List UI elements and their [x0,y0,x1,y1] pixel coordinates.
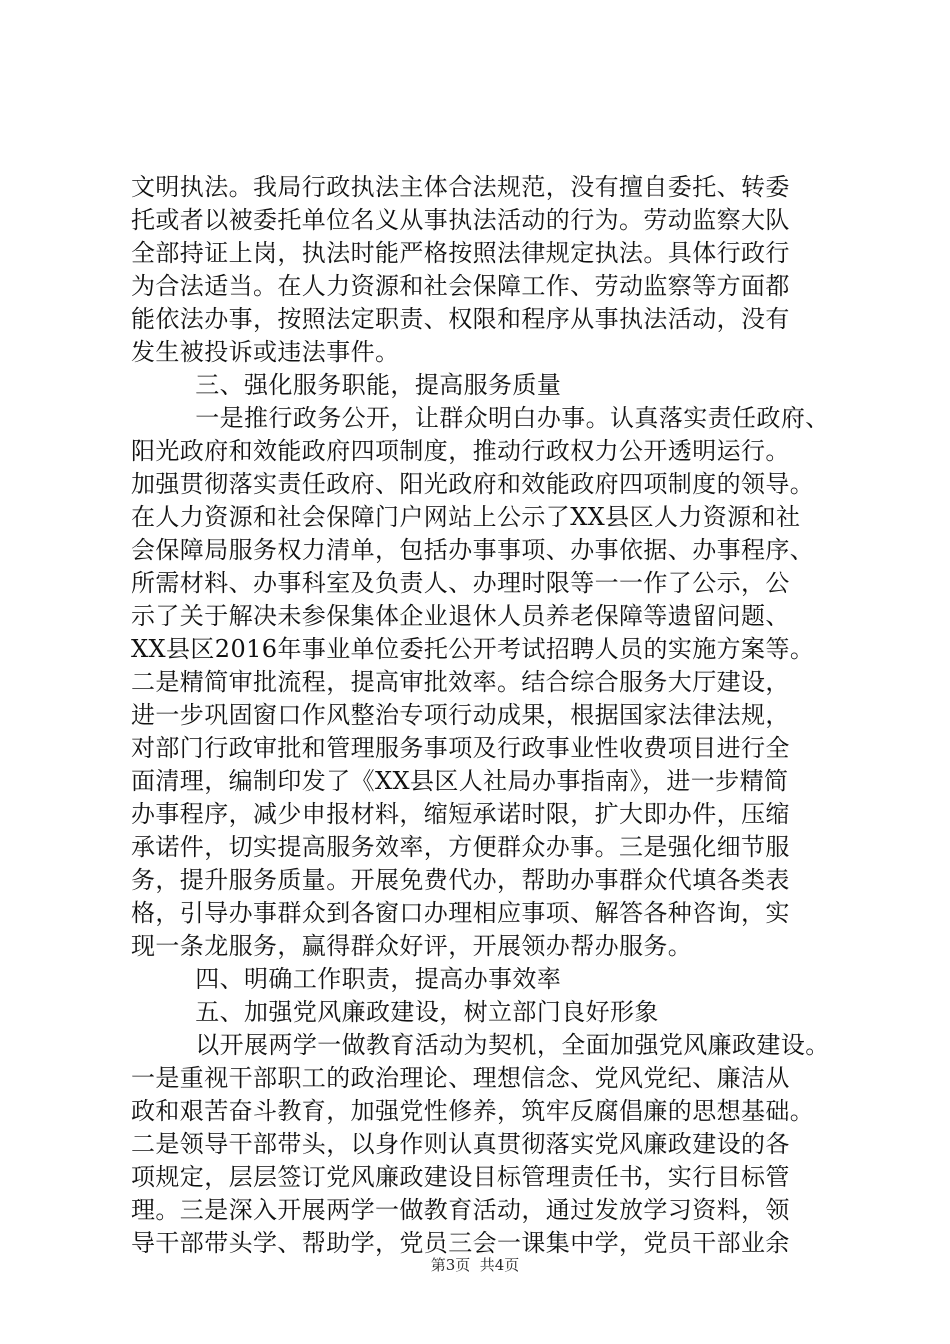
text-line: 对部门行政审批和管理服务事项及行政事业性收费项目进行全 [131,734,790,762]
text-line: 进一步巩固窗口作风整治专项行动成果，根据国家法律法规， [131,701,790,729]
section-heading: 五、加强党风廉政建设，树立部门良好形象 [131,998,659,1026]
text-line: 一是推行政务公开，让群众明白办事。认真落实责任政府、 [131,404,830,432]
section-heading: 三、强化服务职能，提高服务质量 [131,371,562,399]
text-line: 文明执法。我局行政执法主体合法规范，没有擅自委托、转委 [131,173,790,201]
text-line: 以开展两学一做教育活动为契机，全面加强党风廉政建设。 [131,1031,830,1059]
text-line: 现一条龙服务，赢得群众好评，开展领办帮办服务。 [131,932,693,960]
text-line: 能依法办事，按照法定职责、权限和程序从事执法活动，没有 [131,305,790,333]
text-line: 面清理，编制印发了《XX县区人社局办事指南》，进一步精简 [131,767,789,795]
text-line: 务，提升服务质量。开展免费代办，帮助办事群众代填各类表 [131,866,790,894]
text-line: 一是重视干部职工的政治理论、理想信念、党风党纪、廉洁从 [131,1064,790,1092]
text-line: 所需材料、办事科室及负责人、办理时限等一一作了公示，公 [131,569,790,597]
text-line: 加强贯彻落实责任政府、阳光政府和效能政府四项制度的领导。 [131,470,815,498]
text-line: 全部持证上岗，执法时能严格按照法律规定执法。具体行政行 [131,239,790,267]
text-line: 承诺件，切实提高服务效率，方便群众办事。三是强化细节服 [131,833,790,861]
text-line: 示了关于解决未参保集体企业退休人员养老保障等遗留问题、 [131,602,790,630]
document-body [131,171,831,1260]
text-line: 托或者以被委托单位名义从事执法活动的行为。劳动监察大队 [131,206,790,234]
text-line: 政和艰苦奋斗教育，加强党性修养，筑牢反腐倡廉的思想基础。 [131,1097,815,1125]
text-line: 发生被投诉或违法事件。 [131,338,400,366]
text-line: 项规定，层层签订党风廉政建设目标管理责任书，实行目标管 [131,1163,790,1191]
page-number-footer: 第3页 共4页 [430,1256,520,1274]
text-line: 理。三是深入开展两学一做教育活动，通过发放学习资料，领 [131,1196,790,1224]
text-line: 会保障局服务权力清单，包括办事事项、办事依据、办事程序、 [131,536,815,564]
text-line: 为合法适当。在人力资源和社会保障工作、劳动监察等方面都 [131,272,790,300]
text-line: 格，引导办事群众到各窗口办理相应事项、解答各种咨询，实 [131,899,790,927]
text-line: 二是领导干部带头，以身作则认真贯彻落实党风廉政建设的各 [131,1130,790,1158]
text-line: 阳光政府和效能政府四项制度，推动行政权力公开透明运行。 [131,437,790,465]
section-heading: 四、明确工作职责，提高办事效率 [131,965,562,993]
text-line: 二是精简审批流程，提高审批效率。结合综合服务大厅建设， [131,668,790,696]
text-line: 在人力资源和社会保障门户网站上公示了XX县区人力资源和社 [131,503,801,531]
text-line: 导干部带头学、帮助学，党员三会一课集中学，党员干部业余 [131,1229,790,1257]
text-line: XX县区2016年事业单位委托公开考试招聘人员的实施方案等。 [131,635,815,663]
text-line: 办事程序，减少申报材料，缩短承诺时限，扩大即办件，压缩 [131,800,790,828]
